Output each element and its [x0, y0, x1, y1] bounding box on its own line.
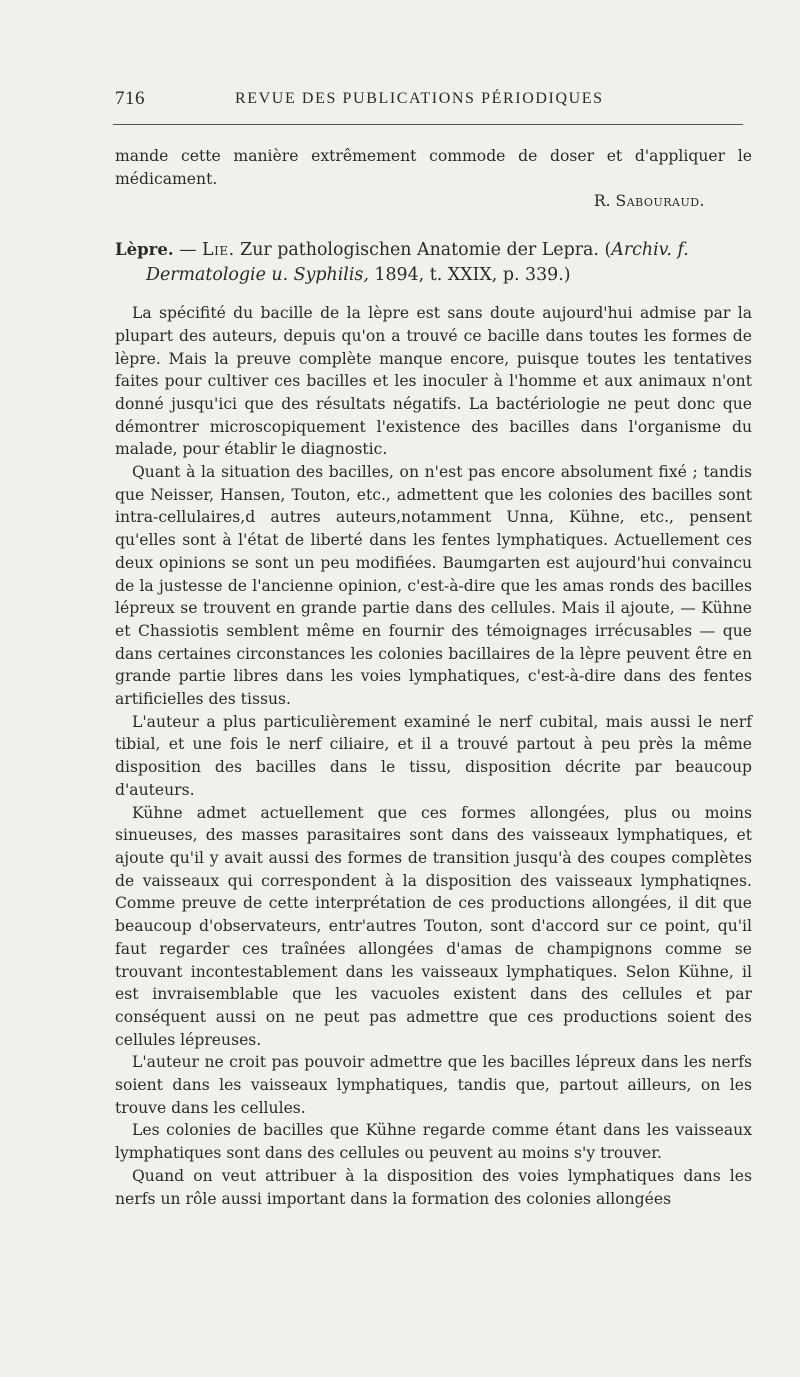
article-author: Lie.: [202, 240, 235, 261]
article-heading: [115, 237, 752, 288]
paragraph: L'auteur a plus particulièrement examiné le nerf cubital, mais aussi le nerf tibial, et une fois le nerf ciliaire, et il a trouvé partout à peu près la même disposition des bacilles dans le tissu, disposition décrite par beaucoup d'auteurs.: [115, 712, 752, 799]
paragraph: L'auteur ne croit pas pouvoir admettre que les bacilles lépreux dans les nerfs soient dans les vaisseaux lymphatiques, tandis que, partout ailleurs, on les trouve dans les cellules.: [115, 1053, 752, 1117]
paragraph: Quant à la situation des bacilles, on n'est pas encore absolument fixé ; tandis que Neisser, Hansen, Touton, etc., admettent que les colonies des bacilles sont intra-cellulaires,d autres auteurs,notamment Unna, Kühne, etc., pensent qu'elles sont à l'état de liberté dans les fentes lymphatiques. Actuellement ces deux opinions se sont un peu modifiées. Baumgarten est aujourd'hui convaincu de la justesse de l'ancienne opinion, c'est-à-dire que les amas ronds des bacilles lépreux se trouvent en grande partie dans des cellules. Mais il ajoute, — Kühne et Chassiotis semblent même en fournir des témoignages irrécusables — que dans certaines circonstances les colonies bacillaires de la lèpre peuvent être en grande partie libres dans les voies lymphatiques, c'est-à-dire dans des fentes artificielles des tissus.: [115, 463, 752, 709]
article-topic: Lèpre.: [115, 240, 174, 260]
heading-dash: —: [179, 240, 197, 261]
page-header: [115, 88, 752, 114]
citation-line: [115, 263, 752, 288]
header-rule: [113, 124, 743, 125]
reviewer-signature: R. Sabouraud.: [593, 192, 705, 211]
paragraph: Les colonies de bacilles que Kühne regarde comme étant dans les vaisseaux lymphatiques sont dans des cellules ou peuvent au moins s'y trouver.: [115, 1121, 752, 1163]
citation-details: 1894, t. XXIX, p. 339.): [374, 265, 571, 286]
running-title: REVUE DES PUBLICATIONS PÉRIODIQUES: [235, 90, 604, 107]
citation-open: (: [604, 240, 612, 261]
carryover-text: mande cette manière extrêmement commode de doser et d'appliquer le médicament.: [115, 147, 752, 188]
paragraph: Kühne admet actuellement que ces formes allongées, plus ou moins sinueuses, des masses parasitaires sont dans des vaisseaux lymphatiques, et ajoute qu'il y avait aussi des formes de transition jusqu'à des coupes complètes de vaisseaux qui correspondent à la disposition des vaisseaux lymphatiqnes. Comme preuve de cette interprétation de ces productions allongées, il dit que beaucoup d'observateurs, entr'autres Touton, sont d'accord sur ce point, qu'il faut regarder ces traînées allongées d'amas de champignons comme se trouvant incontestablement dans les vaisseaux lymphatiques. Selon Kühne, il est invraisemblable que les vacuoles existent dans des cellules et par conséquent aussi on ne peut pas admettre que ces productions soient des cellules lépreuses.: [115, 803, 752, 1049]
page-number: 716: [115, 88, 145, 109]
article-body: [115, 145, 752, 1210]
paragraph: Quand on veut attribuer à la disposition des voies lymphatiques dans les nerfs un rôle aussi important dans la formation des colonies allongées: [115, 1166, 752, 1208]
carryover-paragraph: [115, 145, 752, 190]
signature-line: [115, 190, 705, 213]
journal-name-part2: Dermatologie u. Syphilis,: [146, 265, 369, 286]
article-title: Zur pathologischen Anatomie der Lepra.: [240, 240, 599, 261]
journal-name-part1: Archiv. f.: [611, 240, 689, 261]
paragraph: La spécifité du bacille de la lèpre est sans doute aujourd'hui admise par la plupart des auteurs, depuis qu'on a trouvé ce bacille dans toutes les formes de lèpre. Mais la preuve complète manque encore, puisque toutes les tentatives faites pour cultiver ces bacilles et les inoculer à l'homme et aux animaux n'ont donné jusqu'ici que des résultats négatifs. La bactériologie ne peut donc que démontrer microscopiquement l'existence des bacilles dans l'organisme du malade, pour établir le diagnostic.: [115, 304, 752, 459]
